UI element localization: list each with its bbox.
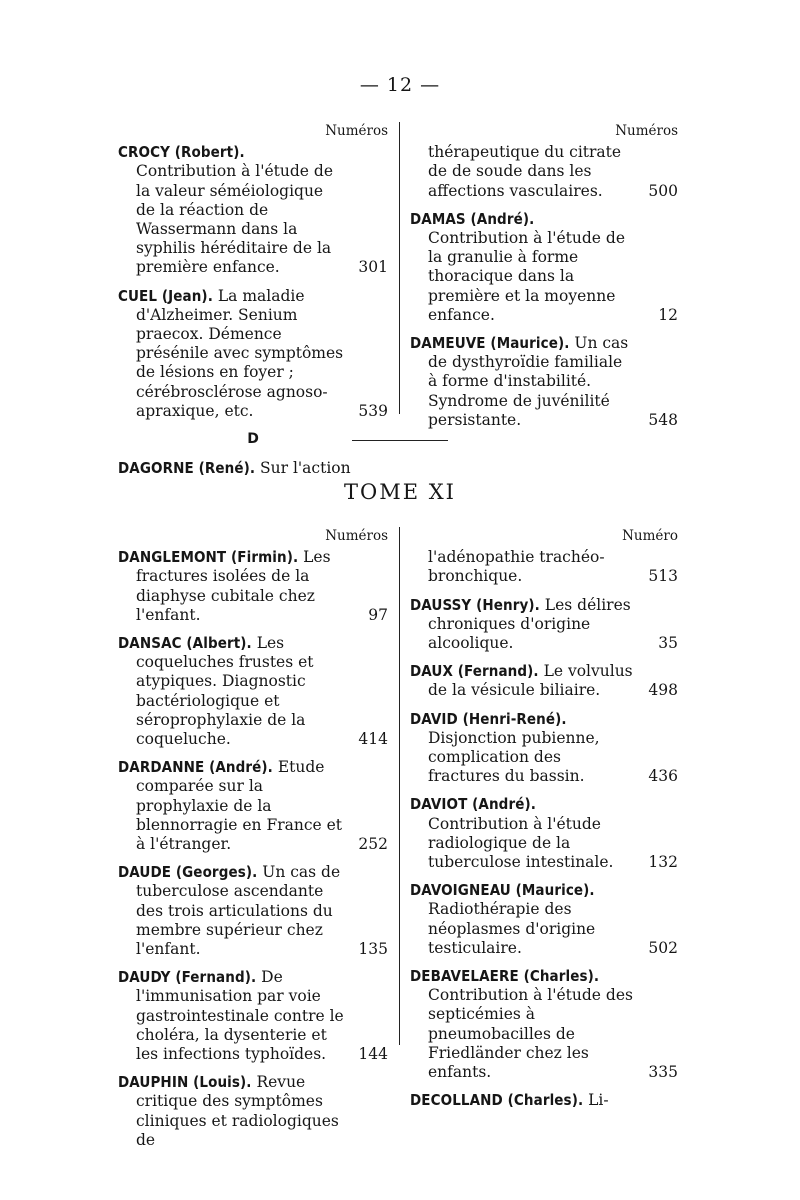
top-right-column <box>410 122 678 439</box>
entry-number: 135 <box>358 940 388 959</box>
entry-number: 498 <box>648 681 678 700</box>
entry-title: Sur l'action <box>260 459 351 478</box>
author-name: DAUX (Fernand). <box>410 662 539 681</box>
tome-heading: TOME XI <box>344 480 456 504</box>
index-entry <box>118 548 388 625</box>
entry-number: 132 <box>648 853 678 872</box>
index-entry <box>410 662 678 700</box>
author-name: DECOLLAND (Charles). <box>410 1091 584 1110</box>
index-entry <box>118 758 388 854</box>
bottom-right-column <box>410 527 678 1119</box>
entry-title: Contribution à l'étude de la valeur séméiologique de la réaction de Wassermann dans la syphilis héréditaire de la première enfance. <box>136 162 333 277</box>
index-entry <box>410 1091 678 1110</box>
index-entry <box>118 1073 388 1150</box>
author-name: DAMEUVE (Maurice). <box>410 334 570 353</box>
column-divider <box>399 527 400 1045</box>
section-divider <box>352 440 448 441</box>
entry-number: 35 <box>658 634 678 653</box>
column-header: Numéros <box>325 528 388 544</box>
author-name: DAUPHIN (Louis). <box>118 1073 252 1092</box>
index-entry <box>410 596 678 654</box>
index-entry <box>410 795 678 872</box>
top-left-column <box>118 122 388 487</box>
author-name: DAVID (Henri-René). <box>410 709 567 728</box>
entry-title: Contribution à l'étude des septicémies à pneumobacilles de Friedländer chez les enfants. <box>428 986 633 1082</box>
entry-title: Disjonction pubienne, complication des fractures du bassin. <box>428 728 600 786</box>
author-name: CROCY (Robert). <box>118 143 245 162</box>
entry-number: 500 <box>648 181 678 200</box>
entry-title: Un cas de tuberculose ascendante des trois articulations du membre supérieur chez l'enfant. <box>136 863 341 959</box>
index-entry <box>410 881 678 958</box>
entry-number: 548 <box>648 410 678 429</box>
index-entry-continuation <box>410 548 678 586</box>
index-entry <box>118 863 388 959</box>
author-name: DEBAVELAERE (Charles). <box>410 967 600 986</box>
index-entry <box>118 968 388 1064</box>
entry-number: 539 <box>358 401 388 420</box>
entry-title: Radiothérapie des néoplasmes d'origine testiculaire. <box>428 900 596 957</box>
author-name: DAUDE (Georges). <box>118 863 258 882</box>
entry-number: 252 <box>358 835 388 854</box>
author-name: DANGLEMONT (Firmin). <box>118 548 299 567</box>
column-header: Numéros <box>325 123 388 139</box>
entry-title: Les coqueluches frustes et atypiques. Diagnostic bactériologique et séroprophylaxie de la coqueluche. <box>136 634 314 749</box>
entry-title: Revue critique des symptômes cliniques et radiologiques de <box>136 1073 339 1149</box>
entry-title: Un cas de dysthyroïdie familiale à forme d'instabilité. Syndrome de juvénilité persistante. <box>428 334 629 429</box>
section-letter: D <box>247 431 259 448</box>
author-name: DAMAS (André). <box>410 209 535 228</box>
entry-title: Les fractures isolées de la diaphyse cubitale chez l'enfant. <box>136 548 331 624</box>
entry-title: Etude comparée sur la prophylaxie de la blennorragie en France et à l'étranger. <box>136 758 343 854</box>
entry-number: 335 <box>648 1063 678 1082</box>
entry-number: 502 <box>648 938 678 957</box>
entry-title: l'adénopathie trachéo-bronchique. <box>428 548 605 586</box>
author-name: DANSAC (Albert). <box>118 634 252 653</box>
author-name: DAVIOT (André). <box>410 795 536 814</box>
entry-title: Contribution à l'étude de la granulie à forme thoracique dans la première et la moyenne enfance. <box>428 229 625 324</box>
entry-number: 144 <box>358 1045 388 1064</box>
column-divider <box>399 122 400 414</box>
index-entry <box>410 967 678 1082</box>
column-header: Numéro <box>622 528 678 544</box>
entry-number: 97 <box>368 605 388 624</box>
author-name: DAUSSY (Henry). <box>410 595 540 614</box>
author-name: DAGORNE (René). <box>118 459 256 478</box>
entry-title: Contribution à l'étude radiologique de la tuberculose intestinale. <box>428 814 614 872</box>
index-entry <box>410 334 678 430</box>
index-entry-continuation <box>410 143 678 201</box>
index-entry <box>118 287 388 421</box>
bottom-left-column <box>118 527 388 1159</box>
entry-number: 436 <box>648 767 678 786</box>
page-number: — 12 — <box>359 74 441 96</box>
entry-number: 414 <box>358 730 388 749</box>
author-name: DAUDY (Fernand). <box>118 968 257 987</box>
entry-number: 12 <box>658 305 678 324</box>
author-name: CUEL (Jean). <box>118 286 213 305</box>
entry-title: De l'immunisation par voie gastrointestinale contre le choléra, la dysenterie et les infections typhoïdes. <box>136 968 344 1064</box>
entry-title: La maladie d'Alzheimer. Senium praecox. Démence présénile avec symptômes de lésions en foyer ; cérébrosclérose agnoso-apraxique, etc. <box>136 286 344 420</box>
column-header: Numéros <box>615 123 678 139</box>
entry-number: 301 <box>358 258 388 277</box>
author-name: DARDANNE (André). <box>118 758 273 777</box>
index-entry <box>118 143 388 277</box>
entry-title: Les délires chroniques d'origine alcoolique. <box>428 595 631 653</box>
entry-title: Le volvulus de la vésicule biliaire. <box>428 662 633 700</box>
index-entry <box>118 634 388 749</box>
index-entry <box>410 210 678 325</box>
entry-number: 513 <box>648 567 678 586</box>
index-entry <box>118 459 388 478</box>
author-name: DAVOIGNEAU (Maurice). <box>410 881 595 900</box>
entry-title: thérapeutique du citrate de de soude dans les affections vasculaires. <box>428 143 622 200</box>
entry-title: Li- <box>588 1091 609 1110</box>
index-entry <box>410 710 678 787</box>
